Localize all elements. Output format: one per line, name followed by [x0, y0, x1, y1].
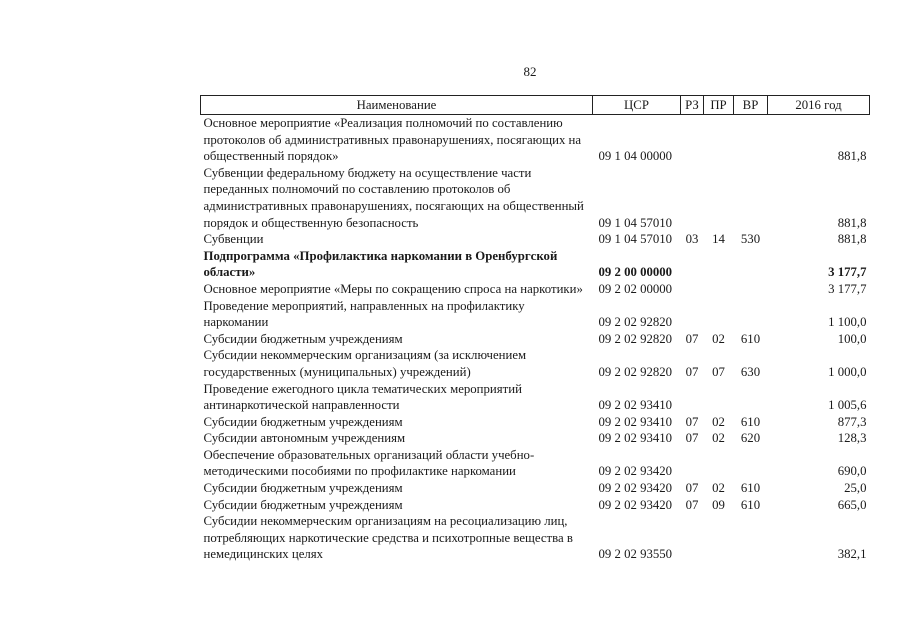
cell-rz — [681, 248, 704, 281]
cell-name: Субсидии некоммерческим организациям на ресоциализацию лиц, потребляющих наркотические средства и психотропные вещества в немедицинских целях — [203, 514, 573, 562]
cell-rz: 07 — [685, 497, 699, 512]
header-pr: ПР — [704, 96, 734, 115]
cell-csr: 09 2 02 92820 — [598, 364, 673, 379]
header-vr: ВР — [734, 96, 768, 115]
cell-rz — [681, 115, 704, 165]
table-row — [201, 381, 870, 414]
cell-pr — [704, 381, 734, 414]
cell-amount: 690,0 — [837, 464, 867, 479]
cell-amount: 128,3 — [837, 431, 867, 446]
cell-amount: 881,8 — [837, 149, 867, 164]
cell-csr: 09 2 02 00000 — [598, 281, 673, 296]
table-row — [201, 447, 870, 480]
cell-amount: 1 100,0 — [828, 315, 867, 330]
table-row — [201, 347, 870, 380]
cell-name: Проведение ежегодного цикла тематических мероприятий антинаркотической направленности — [203, 381, 522, 413]
cell-amount: 877,3 — [837, 414, 867, 429]
cell-name: Обеспечение образовательных организаций области учебно-методическими пособиями по профилактике наркомании — [203, 447, 535, 479]
table-header — [201, 96, 870, 115]
cell-rz — [681, 447, 704, 480]
cell-csr: 09 1 04 00000 — [598, 149, 673, 164]
table-row — [201, 513, 870, 563]
cell-vr: 620 — [740, 431, 761, 446]
cell-name: Субсидии бюджетным учреждениям — [203, 414, 403, 429]
cell-vr: 610 — [740, 481, 761, 496]
cell-name: Субсидии некоммерческим организациям (за исключением государственных (муниципальных) учреждений) — [203, 348, 527, 379]
cell-pr — [704, 165, 734, 231]
cell-csr: 09 2 02 93410 — [598, 398, 673, 413]
header-csr: ЦСР — [593, 96, 681, 115]
cell-amount: 881,8 — [837, 215, 867, 230]
cell-amount: 100,0 — [837, 331, 867, 346]
cell-amount: 3 177,7 — [828, 281, 867, 296]
cell-name: Субвенции — [203, 232, 264, 247]
cell-name: Основное мероприятие «Реализация полномочий по составлению протоколов об административных правонарушениях, посягающих на общественный порядок» — [203, 116, 582, 164]
cell-amount: 382,1 — [837, 547, 867, 562]
table-row — [201, 248, 870, 281]
table-row — [201, 115, 870, 165]
table-row — [201, 165, 870, 231]
cell-vr: 530 — [740, 232, 761, 247]
cell-csr: 09 2 02 92820 — [598, 331, 673, 346]
cell-name: Подпрограмма «Профилактика наркомании в Оренбургской области» — [203, 248, 558, 280]
cell-rz — [681, 381, 704, 414]
cell-pr: 07 — [712, 364, 725, 379]
cell-amount: 1 000,0 — [828, 364, 867, 379]
cell-rz — [681, 298, 704, 331]
cell-vr — [734, 281, 768, 298]
cell-pr — [704, 298, 734, 331]
cell-amount: 665,0 — [837, 497, 867, 512]
cell-amount: 881,8 — [837, 232, 867, 247]
cell-pr — [704, 281, 734, 298]
cell-pr: 09 — [712, 497, 725, 512]
cell-pr — [704, 115, 734, 165]
cell-csr: 09 2 02 93410 — [598, 414, 673, 429]
cell-vr — [734, 248, 768, 281]
cell-csr: 09 2 02 93420 — [598, 464, 673, 479]
cell-pr — [704, 248, 734, 281]
cell-vr: 610 — [740, 331, 761, 346]
cell-amount: 25,0 — [844, 481, 867, 496]
cell-csr: 09 1 04 57010 — [598, 232, 673, 247]
cell-vr — [734, 381, 768, 414]
cell-rz — [681, 281, 704, 298]
cell-csr: 09 2 02 92820 — [598, 315, 673, 330]
cell-name: Субсидии автономным учреждениям — [203, 431, 406, 446]
cell-pr: 02 — [712, 481, 725, 496]
cell-name: Проведение мероприятий, направленных на профилактику наркомании — [203, 298, 525, 330]
table-row — [201, 497, 870, 514]
cell-rz: 07 — [685, 331, 699, 346]
cell-rz: 07 — [685, 414, 699, 429]
table-row — [201, 281, 870, 298]
cell-rz: 07 — [685, 364, 699, 379]
table-row — [201, 430, 870, 447]
cell-rz: 03 — [685, 232, 699, 247]
cell-name: Субвенции федеральному бюджету на осуществление части переданных полномочий по составлению протоколов об административных правонарушениях, посягающих на общественный порядок и общественную безопасность — [203, 165, 584, 230]
header-name: Наименование — [201, 96, 593, 115]
cell-csr: 09 2 02 93420 — [598, 481, 673, 496]
cell-pr: 02 — [712, 414, 725, 429]
budget-table — [200, 95, 870, 563]
header-year: 2016 год — [768, 96, 870, 115]
table-body — [201, 115, 870, 564]
cell-vr: 630 — [740, 364, 761, 379]
cell-vr — [734, 298, 768, 331]
cell-rz: 07 — [685, 481, 699, 496]
cell-pr: 14 — [712, 232, 725, 247]
cell-pr: 02 — [712, 331, 725, 346]
cell-name: Субсидии бюджетным учреждениям — [203, 497, 403, 512]
table-row — [201, 231, 870, 248]
table-row — [201, 298, 870, 331]
header-rz: РЗ — [681, 96, 704, 115]
cell-csr: 09 2 02 93420 — [598, 497, 673, 512]
cell-rz: 07 — [685, 431, 699, 446]
page-number: 82 — [523, 64, 537, 79]
cell-vr — [734, 447, 768, 480]
cell-name: Субсидии бюджетным учреждениям — [203, 481, 403, 496]
cell-pr — [704, 447, 734, 480]
cell-vr: 610 — [740, 414, 761, 429]
cell-name: Субсидии бюджетным учреждениям — [203, 331, 403, 346]
table-row — [201, 331, 870, 348]
cell-vr — [734, 115, 768, 165]
cell-csr: 09 2 02 93550 — [598, 547, 673, 562]
cell-name: Основное мероприятие «Меры по сокращению спроса на наркотики» — [203, 281, 583, 296]
cell-amount: 3 177,7 — [828, 265, 867, 280]
cell-rz — [681, 513, 704, 563]
cell-csr: 09 2 00 00000 — [598, 265, 673, 280]
cell-amount: 1 005,6 — [828, 398, 867, 413]
cell-vr: 610 — [740, 497, 761, 512]
cell-pr — [704, 513, 734, 563]
cell-csr: 09 1 04 57010 — [598, 215, 673, 230]
cell-vr — [734, 513, 768, 563]
cell-csr: 09 2 02 93410 — [598, 431, 673, 446]
cell-pr: 02 — [712, 431, 725, 446]
cell-rz — [681, 165, 704, 231]
table-row — [201, 480, 870, 497]
table-row — [201, 414, 870, 431]
cell-vr — [734, 165, 768, 231]
